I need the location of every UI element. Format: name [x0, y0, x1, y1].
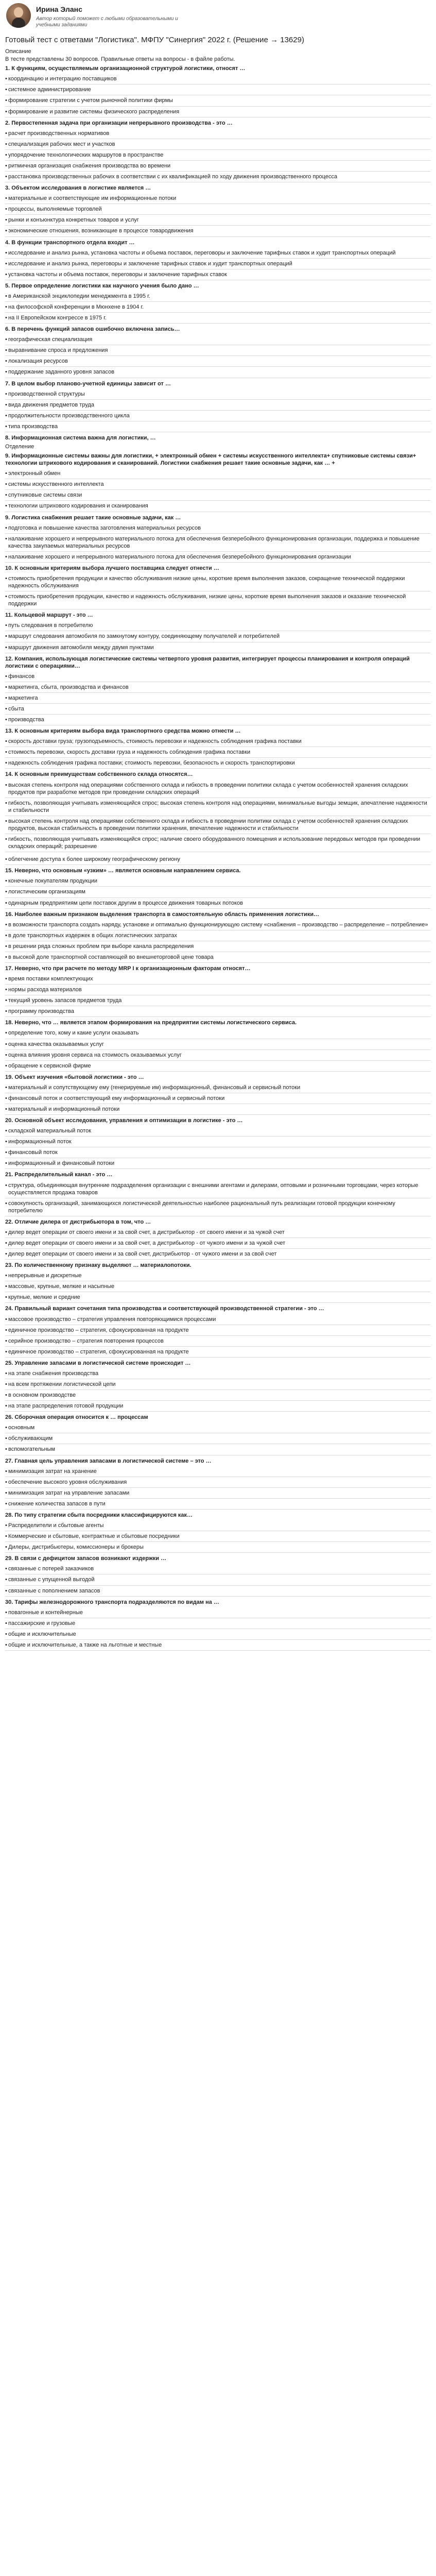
question-block — [5, 655, 431, 726]
author-avatar[interactable] — [6, 3, 31, 28]
answer-option: • обслуживающим — [5, 1433, 431, 1444]
answer-option: • общие и исключительные — [5, 1629, 431, 1640]
answer-option: • скорость доставки груза; грузоподъемность, стоимость перевозки и надежность соблюдения графика поставки — [5, 736, 431, 747]
answer-option: • связанные с потерей заказчиков — [5, 1564, 431, 1574]
question-block — [5, 1074, 431, 1115]
answer-list — [5, 876, 431, 908]
question-block — [5, 380, 431, 432]
answer-option: • экономические отношения, возникающие в процессе товародвижения — [5, 226, 431, 236]
answer-option: • ритмичная организация снабжения производства во времени — [5, 161, 431, 172]
answer-option: • выравнивание спроса и предложения — [5, 345, 431, 356]
answer-option: • производственной структуры — [5, 389, 431, 400]
question-lead: Отделение — [5, 443, 34, 450]
answer-option: • единичное производство – стратегия, сфокусированная на продукте — [5, 1325, 431, 1336]
answer-list — [5, 1082, 431, 1115]
answer-option: • производства — [5, 715, 431, 725]
question-text: 7. В целом выбор планово-учетной единицы зависит от … — [5, 380, 171, 387]
answer-list — [5, 291, 431, 324]
answer-list — [5, 74, 431, 117]
answer-list — [5, 780, 431, 853]
answer-option: • обращение к сервисной фирме — [5, 1061, 431, 1072]
question-text: 14. К основным преимуществам собственного склада относятся… — [5, 771, 193, 778]
answer-option: • формирование стратегии с учетом рыночной политики фирмы — [5, 95, 431, 106]
question-text: 28. По типу стратегии сбыта посредники классифицируются как… — [5, 1512, 193, 1518]
question-text: 20. Основной объект исследования, управления и оптимизации в логистике - это … — [5, 1117, 243, 1124]
answer-option: • на II Европейском конгрессе в 1975 г. — [5, 313, 431, 324]
answer-option: • налаживание хорошего и непрерывного материального потока для обеспечения безперебойного функционирования организации, поддержка и повышение качества закупаемых материальных ресурсов — [5, 534, 431, 552]
answer-option: • минимизация затрат на хранение — [5, 1466, 431, 1477]
answer-option: • обеспечение высокого уровня обслуживания — [5, 1477, 431, 1488]
question-block — [5, 612, 431, 653]
answer-option: • установка частоты и объема поставок, переговоры и заключение тарифных ставок — [5, 269, 431, 280]
answer-option: • локализация ресурсов — [5, 356, 431, 367]
answer-option: • оценка качества оказываемых услуг — [5, 1039, 431, 1050]
answer-option: • складской материальный поток — [5, 1126, 431, 1137]
question-text: 9. Логистика снабжения решает такие основные задачи, как … — [5, 514, 181, 521]
answer-option: • Распределители и сбытовые агенты — [5, 1520, 431, 1531]
question-text: 26. Сборочная операция относится к … процессам — [5, 1414, 148, 1421]
answer-option: • текущий уровень запасов предметов труда — [5, 995, 431, 1006]
answer-list — [5, 193, 431, 236]
answer-option: • стоимость приобретения продукции и качество обслуживания низкие цены, короткие время выполнения заказов, сокращение технической поддержки надежность обслуживания — [5, 573, 431, 591]
answer-option: • серийное производство – стратегия повторения процессов — [5, 1336, 431, 1347]
answer-option: • оценка влияния уровня сервиса на стоимость оказываемых услуг — [5, 1050, 431, 1061]
answer-list — [5, 1466, 431, 1510]
answer-option: • единичное производство – стратегия, сфокусированная на продукте — [5, 1347, 431, 1358]
answer-option: • в высокой доле транспортной составляющей во внешнеторговой цене товара — [5, 952, 431, 963]
answer-option: • сбыта — [5, 704, 431, 715]
answer-option: • минимизация затрат на управление запасами — [5, 1488, 431, 1499]
answer-option: • на всем протяжении логистической цепи — [5, 1379, 431, 1390]
question-text: 13. К основным критериям выбора вида транспортного средства можно отнести … — [5, 728, 241, 735]
answer-list — [5, 389, 431, 432]
answer-option: • электронный обмен — [5, 468, 431, 479]
answer-list — [5, 1028, 431, 1071]
answer-option: • в решении ряда сложных проблем при выборе канала распределения — [5, 941, 431, 952]
answer-option: • в Американской энциклопедии менеджмента в 1995 г. — [5, 291, 431, 302]
answer-option: • дилер ведет операции от своего имени и за свой счет, а дистрибьютор - от своего имени и за чужой счет — [5, 1227, 431, 1238]
question-block — [5, 282, 431, 324]
answer-list — [5, 1180, 431, 1216]
answer-list — [5, 736, 431, 769]
author-description-line: Автор который поможет с любыми образовательными и — [36, 15, 178, 22]
author-name[interactable]: Ирина Эланс — [36, 5, 82, 13]
question-text: 30. Тарифы железнодорожного транспорта подразделяются по видам на … — [5, 1599, 219, 1605]
question-text: 6. В перечень функций запасов ошибочно включена запись… — [5, 326, 180, 333]
answer-option: • исследование и анализ рынка, установка частоты и объема поставок, переговоры и заключение тарифных ставок и худит транспортных операций — [5, 248, 431, 259]
answer-list — [5, 620, 431, 653]
answer-option: • одинарным предприятиям цепи поставок другим в процессе движения товарных потоков — [5, 898, 431, 909]
answer-option: • исследование и анализ рынка, переговоры и заключение тарифных ставок и худит транспортных операций — [5, 259, 431, 269]
answer-option: • финансовый поток — [5, 1147, 431, 1158]
answer-option: • нормы расхода материалов — [5, 985, 431, 995]
answer-option: • системное администрирование — [5, 84, 431, 95]
answer-option: • формирование и развитие системы физического распределения — [5, 107, 431, 117]
answer-list — [5, 1520, 431, 1553]
question-block — [5, 1218, 431, 1260]
answer-option: • типа производства — [5, 421, 431, 432]
answer-option: • стоимость перевозки, скорость доставки груза и надежность соблюдения графика поставки — [5, 747, 431, 758]
question-text: 15. Неверно, что основным «узким» … является основным направлением сервиса. — [5, 868, 241, 874]
question-text: 19. Объект изучения «бытовой логистики - это … — [5, 1074, 144, 1080]
answer-list — [5, 1368, 431, 1412]
answer-option: • определение того, кому и какие услуги оказывать — [5, 1028, 431, 1039]
answer-option: • непрерывные и дискретные — [5, 1270, 431, 1281]
answer-list — [5, 1270, 431, 1303]
answer-option: • повагонные и контейнерные — [5, 1607, 431, 1618]
question-text: 8. Информационная система важна для логистики, … — [5, 434, 156, 441]
question-text: 21. Распределительный канал - это … — [5, 1172, 113, 1178]
question-block — [5, 565, 431, 609]
question-block — [5, 1305, 431, 1357]
answer-option: • поддержание заданного уровня запасов — [5, 367, 431, 378]
question-block — [5, 1599, 431, 1651]
answer-option: • высокая степень контроля над операциями собственного склада и гибкость в проведении политики склада с учетом особенностей хранения складских продуктов, высокая стабильность в проведении политики хранения, впечатление надежности и стабильности — [5, 816, 431, 834]
question-block — [5, 911, 431, 963]
answer-list — [5, 334, 431, 378]
answer-option: • финансов — [5, 671, 431, 682]
answer-option: • дилер ведет операции от своего имени и за свой счет, а дистрибьютор - от чужого имени и за чужой счет — [5, 1238, 431, 1249]
author-description — [36, 16, 178, 29]
answer-option: • массовое производство – стратегия управления повторяющимися процессами — [5, 1314, 431, 1325]
answer-option: • продолжительности производственного цикла — [5, 411, 431, 421]
answer-option: • структура, объединяющая внутренние подразделения организации с внешними агентами и дилерами, оптовыми и розничными торговцами, через которые осуществляется продажа товаров — [5, 1180, 431, 1198]
answer-list — [5, 1227, 431, 1260]
answer-list — [5, 468, 431, 512]
answer-option: • совокупность организаций, занимающихся логистической деятельностью наиболее рациональный путь реализации готовой продукции конечному потребителю — [5, 1198, 431, 1216]
answer-option: • Дилеры, дистрибьютеры, комиссионеры и брокеры — [5, 1542, 431, 1553]
question-block — [5, 120, 431, 182]
answer-option: • гибкость, позволяющая учитывать изменяющийся спрос; наличие своего оборудованного помещения и использование передовых методов при проведении складских операций; разрешение — [5, 834, 431, 852]
answer-option: • расстановка производственных рабочих в соответствии с их квалификацией по ходу движения производственного процесса — [5, 172, 431, 182]
question-text: 22. Отличие дилера от дистрибьютора в том, что … — [5, 1218, 151, 1225]
question-block — [5, 1414, 431, 1455]
question-block — [5, 1458, 431, 1510]
answer-option: • надежность соблюдения графика поставки; стоимость перевозки, безопасность и скорость транспортировки — [5, 758, 431, 769]
answer-option: • в возможности транспорта создать наряду, установке и оптимально функционирующую систему «снабжения – производство – распределение – потребление» — [5, 920, 431, 930]
question-text: 4. В функции транспортного отдела входит … — [5, 239, 135, 246]
answer-option: • вспомогательным — [5, 1444, 431, 1455]
answer-option: • маршрут следования автомобиля по замкнутому контуру, соединяющему получателей и потребителей — [5, 631, 431, 642]
answer-option: • путь следования в потребителю — [5, 620, 431, 631]
answer-option: • программу производства — [5, 1006, 431, 1017]
author-header — [5, 0, 431, 34]
answer-option: • рынки и конъюнктура конкретных товаров и услуг — [5, 215, 431, 226]
answer-option: • гибкость, позволяющая учитывать изменяющийся спрос; высокая степень контроля над операциями, минимальные выгоды земщик, апечатление надежности и стабильности — [5, 798, 431, 816]
author-info — [36, 3, 178, 29]
question-block — [5, 854, 431, 865]
question-text: 1. К функциям, осуществляемым организационной структурой логистики, относят … — [5, 65, 246, 72]
answer-list — [5, 523, 431, 563]
question-text: 23. По количественному признаку выделяют … материалопотоки. — [5, 1262, 191, 1269]
question-block — [5, 434, 431, 450]
question-block — [5, 727, 431, 769]
answer-option: • материальные и соответствующие им информационные потоки — [5, 193, 431, 204]
answer-option: • время поставки комплектующих — [5, 974, 431, 985]
answer-option: • конечные покупателям продукции — [5, 876, 431, 887]
answer-option: • на этапе снабжения производства — [5, 1368, 431, 1379]
answer-option: • в основном производстве — [5, 1390, 431, 1401]
answer-option: • материальный и сопутствующему ему (генерируемые им) информационный, финансовый и сервисный потоки — [5, 1082, 431, 1093]
answer-list — [5, 1422, 431, 1455]
question-text: 16. Наиболее важным признаком выделения транспорта в самостоятельную область применения логистики… — [5, 911, 320, 918]
answer-option: • координацию и интеграцию поставщиков — [5, 74, 431, 84]
author-description-line: учебными заданиями — [36, 22, 88, 28]
question-block — [5, 1360, 431, 1412]
question-block — [5, 867, 431, 908]
question-text: 10. К основным критериям выбора лучшего поставщика следует отнести … — [5, 565, 219, 571]
answer-option: • снижение количества запасов в пути — [5, 1499, 431, 1510]
answer-option: • географическая специализация — [5, 334, 431, 345]
answer-list — [5, 248, 431, 280]
answer-option: • высокая степень контроля над операциями собственного склада и гибкость в проведении политики склада с учетом особенностей хранения складских продуктов при разработке методов при проведении складских операций — [5, 780, 431, 798]
answer-option: • подготовка и повышение качества заготовления материальных ресурсов — [5, 523, 431, 534]
intro-line: Описание — [5, 48, 31, 55]
answer-option: • маршрут движения автомобиля между двумя пунктами — [5, 642, 431, 653]
answer-list — [5, 1564, 431, 1596]
question-block — [5, 1019, 431, 1071]
question-block — [5, 1171, 431, 1216]
answer-option: • технологии штрихового кодирования и сканирования — [5, 501, 431, 512]
answer-option: • налаживание хорошего и непрерывного материального потока для обеспечения безперебойного функционирования организации — [5, 552, 431, 563]
answer-list — [5, 920, 431, 963]
answer-list — [5, 854, 431, 865]
answer-option: • Коммерческие и сбытовые, контрактные и сбытовые посредники — [5, 1531, 431, 1542]
answer-option: • на этапе распределения готовой продукции — [5, 1401, 431, 1412]
intro-line: В тесте представлены 30 вопросов. Правильные ответы на вопросы - в файле работы. — [5, 56, 235, 63]
question-text: 11. Кольцевой маршрут - это … — [5, 612, 93, 619]
question-block — [5, 965, 431, 1017]
answer-option: • информационный поток — [5, 1137, 431, 1147]
answer-list — [5, 1607, 431, 1651]
question-block — [5, 1117, 431, 1169]
question-block — [5, 771, 431, 852]
answer-option: • связанные с пополнением запасов — [5, 1586, 431, 1597]
question-block — [5, 65, 431, 117]
answer-option: • специализация рабочих мест и участков — [5, 139, 431, 150]
question-text: 24. Правильный вариант сочетания типа производства и соответствующей производственной стратегии - это … — [5, 1306, 324, 1312]
answer-option: • стоимость приобретения продукции, качество и надежность обслуживания, низкие цены, короткие время выполнения заказов и оказание технической поддержки — [5, 591, 431, 609]
answer-option: • маркетинга, сбыта, производства и финансов — [5, 682, 431, 693]
question-text: 3. Объектом исследования в логистике является … — [5, 185, 151, 192]
question-block — [5, 1512, 431, 1553]
answer-option: • логистическим организациям — [5, 887, 431, 897]
document-title: Готовый тест с ответами "Логистика". МФПУ "Синергия" 2022 г. (Решение → 13629) — [5, 35, 304, 44]
answer-option: • материальный и информационный потоки — [5, 1104, 431, 1115]
question-block — [5, 1262, 431, 1303]
question-text: 2. Первостепенная задача при организации непрерывного производства - это … — [5, 120, 233, 126]
question-text: 5. Первое определение логистики как научного учения было дано … — [5, 282, 199, 289]
question-block — [5, 239, 431, 280]
answer-list — [5, 128, 431, 182]
question-text: 27. Главная цель управления запасами в логистической системе – это … — [5, 1458, 212, 1464]
question-block — [5, 452, 431, 512]
answer-option: • связанные с упущенной выгодой — [5, 1574, 431, 1585]
intro-section — [5, 48, 431, 63]
answer-list — [5, 573, 431, 609]
question-text: 18. Неверно, что … является этапом формирования на предприятии системы логистического сервиса. — [5, 1020, 297, 1026]
answer-list — [5, 974, 431, 1017]
answer-option: • вида движения предметов труда — [5, 400, 431, 411]
answer-option: • в доле транспортных издержек в общих логистических затратах — [5, 930, 431, 941]
answer-option: • на философской конференции в Мюнхене в 1904 г. — [5, 302, 431, 313]
answer-option: • информационный и финансовый потоки — [5, 1158, 431, 1169]
question-text: 12. Компания, использующая логистические системы четвертого уровня развития, интегрирует процессы планирования и контроля операций логистики с операциями… — [5, 655, 410, 669]
answer-option: • крупные, мелкие и средние — [5, 1292, 431, 1303]
answer-list — [5, 671, 431, 725]
answer-list — [5, 1126, 431, 1169]
answer-option: • процессы, выполняемые торговлей — [5, 204, 431, 215]
questions-list — [5, 65, 431, 1651]
question-block — [5, 1555, 431, 1596]
answer-option: • пассажирские и грузовые — [5, 1618, 431, 1629]
answer-option: • общие и исключительные, а также на льготные и местные — [5, 1640, 431, 1651]
question-text: 25. Управление запасами в логистической системе происходит … — [5, 1360, 191, 1366]
question-block — [5, 514, 431, 563]
question-text: 29. В связи с дефицитом запасов возникают издержки … — [5, 1555, 167, 1562]
answer-option: • облегчение доступа к более широкому географическому региону — [5, 854, 431, 865]
question-text: 9. Информационные системы важны для логистики, + электронный обмен + системы искусственного интеллекта+ спутниковые системы связи+ технологии штрихового кодирования и сканирований. Логистики снабжения решает такие основные задачи, как … + — [5, 453, 416, 467]
answer-option: • спутниковые системы связи — [5, 490, 431, 501]
answer-option: • дилер ведет операции от своего имени и за свой счет, дистрибьютор - от чужого имени и за свой счет — [5, 1249, 431, 1260]
question-block — [5, 326, 431, 378]
answer-option: • маркетинга — [5, 693, 431, 704]
answer-option: • финансовый поток и соответствующий ему информационный и сервисный потоки — [5, 1093, 431, 1104]
answer-option: • основным — [5, 1422, 431, 1433]
question-block — [5, 184, 431, 236]
question-text: 17. Неверно, что при расчете по методу MRP I к организационным факторам относят… — [5, 965, 251, 972]
answer-list — [5, 1314, 431, 1358]
answer-option: • расчет производственных нормативов — [5, 128, 431, 139]
answer-option: • системы искусственного интеллекта — [5, 479, 431, 490]
answer-option: • массовые, крупные, мелкие и насыпные — [5, 1281, 431, 1292]
answer-option: • упорядочение технологических маршрутов в пространстве — [5, 150, 431, 161]
